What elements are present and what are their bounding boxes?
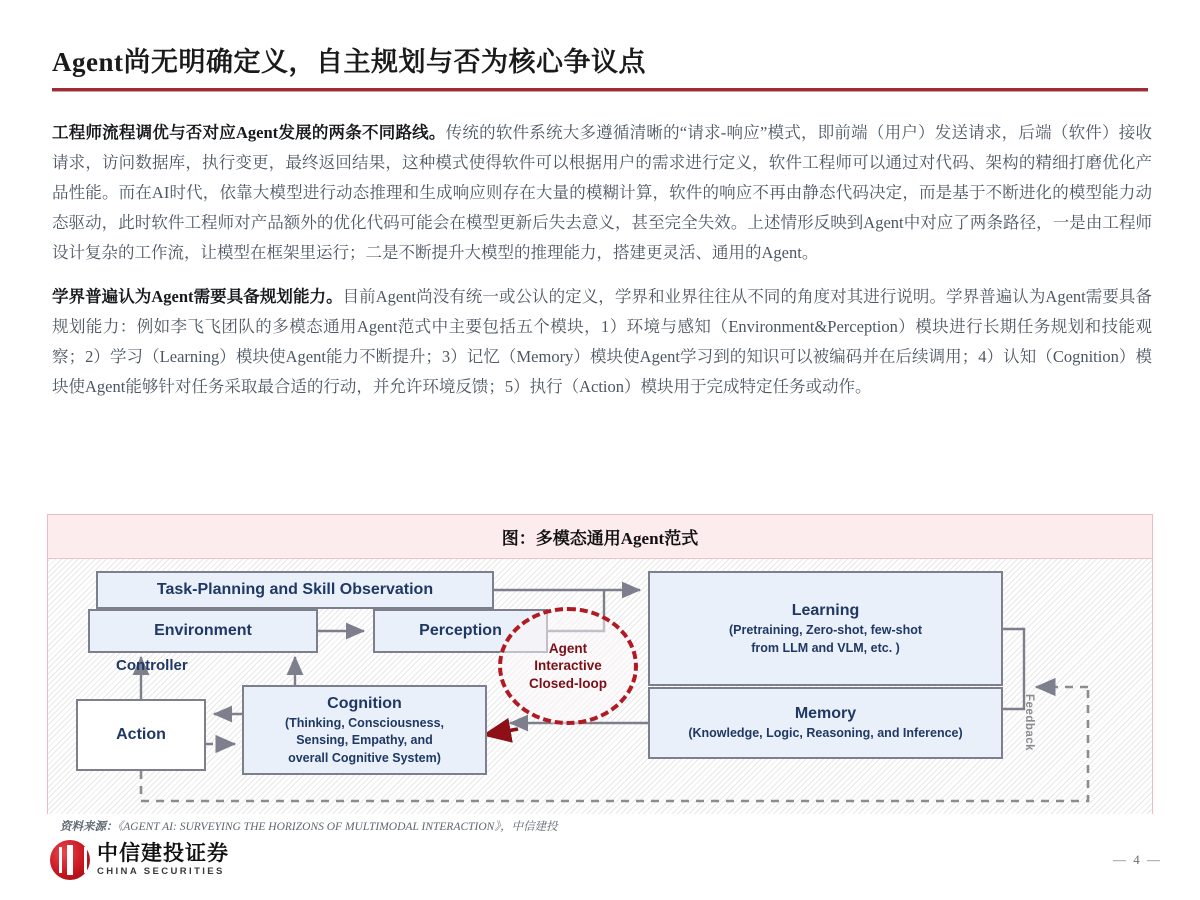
agent-paradigm-diagram [48, 559, 1152, 814]
paragraph-2-text: 目前Agent尚没有统一或公认的定义，学界和业界往往从不同的角度对其进行说明。学界普遍认为Agent需要具备规划能力：例如李飞飞团队的多模态通用Agent范式中主要包括五个模块，1）环境与感知（Environment&Perception）模块进行长期任务规划和技能观察；2）学习（Learning）模块使Agent能力不断提升；3）记忆（Memory）模块使Agent学习到的知识可以被编码并在后续调用；4）认知（Cognition）模块使Agent能够针对任务采取最合适的行动，并允许环境反馈；5）执行（Action）模块用于完成特定任务或动作。 [52, 287, 1152, 396]
source-note [60, 818, 558, 834]
controller-label: Controller [116, 657, 188, 674]
cognition-sub-3: overall Cognitive System) [288, 750, 441, 765]
feedback-label: Feedback [1023, 694, 1035, 752]
cognition-sub-1: (Thinking, Consciousness, [284, 715, 445, 730]
learning-sub-1: (Pretraining, Zero-shot, few-shot [728, 622, 923, 637]
paragraph-1 [52, 118, 1152, 268]
agent-closed-loop-annotation [498, 607, 638, 725]
diagram-box-learning [648, 571, 1003, 686]
diagram-box-action [76, 699, 206, 771]
paragraph-2 [52, 282, 1152, 402]
china-securities-emblem-icon [50, 840, 90, 880]
paragraph-2-lead: 学界普遍认为Agent需要具备规划能力。 [52, 287, 343, 306]
cognition-sub-2: Sensing, Empathy, and [296, 733, 433, 748]
diagram-box-environment [88, 609, 318, 653]
logo-name-cn: 中信建投证券 [97, 841, 229, 866]
action-title: Action [116, 726, 166, 743]
loop-line-1: Agent [548, 640, 588, 656]
diagram-box-task-planning [96, 571, 494, 609]
diagram-box-memory [648, 687, 1003, 759]
company-logo [50, 840, 229, 880]
memory-sub-1: (Knowledge, Logic, Reasoning, and Inference) [688, 726, 963, 741]
source-text: 《AGENT AI: SURVEYING THE HORIZONS OF MULTIMODAL INTERACTION》，中信建投 [117, 821, 558, 833]
memory-title: Memory [794, 705, 857, 723]
logo-wordmark [97, 843, 229, 877]
figure-panel [47, 514, 1153, 814]
page-title: Agent尚无明确定义，自主规划与否为核心争议点 [52, 47, 646, 77]
diagram-box-cognition [242, 685, 487, 775]
paragraph-1-lead: 工程师流程调优与否对应Agent发展的两条不同路线。 [52, 123, 446, 142]
cognition-title: Cognition [327, 694, 402, 712]
loop-line-2: Interactive [534, 658, 602, 674]
page-number: — 4 — [1113, 852, 1162, 867]
paragraph-1-text: 传统的软件系统大多遵循清晰的“请求-响应”模式，即前端（用户）发送请求，后端（软件）接收请求，访问数据库，执行变更，最终返回结果，这种模式使得软件可以根据用户的需求进行定义，软件工程师可以通过对代码、架构的精细打磨优化产品性能。而在AI时代，依靠大模型进行动态推理和生成响应则存在大量的模糊计算，软件的响应不再由静态代码决定，而是基于不断进化的模型能力动态驱动，此时软件工程师对产品额外的优化代码可能会在模型更新后失去意义，甚至完全失效。上述情形反映到Agent中对应了两条路径，一是由工程师设计复杂的工作流，让模型在框架里运行；二是不断提升大模型的推理能力，搭建更灵活、通用的Agent。 [52, 123, 1152, 262]
environment-title: Environment [154, 622, 252, 639]
title-divider-secondary [52, 91, 1148, 92]
loop-line-3: Closed-loop [529, 675, 607, 691]
task-planning-title: Task-Planning and Skill Observation [156, 581, 434, 598]
learning-title: Learning [791, 601, 860, 619]
body-content [52, 118, 1152, 416]
learning-sub-2: from LLM and VLM, etc. ) [751, 640, 900, 655]
logo-name-en: CHINA SECURITIES [97, 866, 225, 878]
source-label: 资料来源： [60, 821, 118, 833]
perception-title: Perception [419, 622, 502, 639]
figure-caption: 图：多模态通用Agent范式 [48, 515, 1152, 559]
